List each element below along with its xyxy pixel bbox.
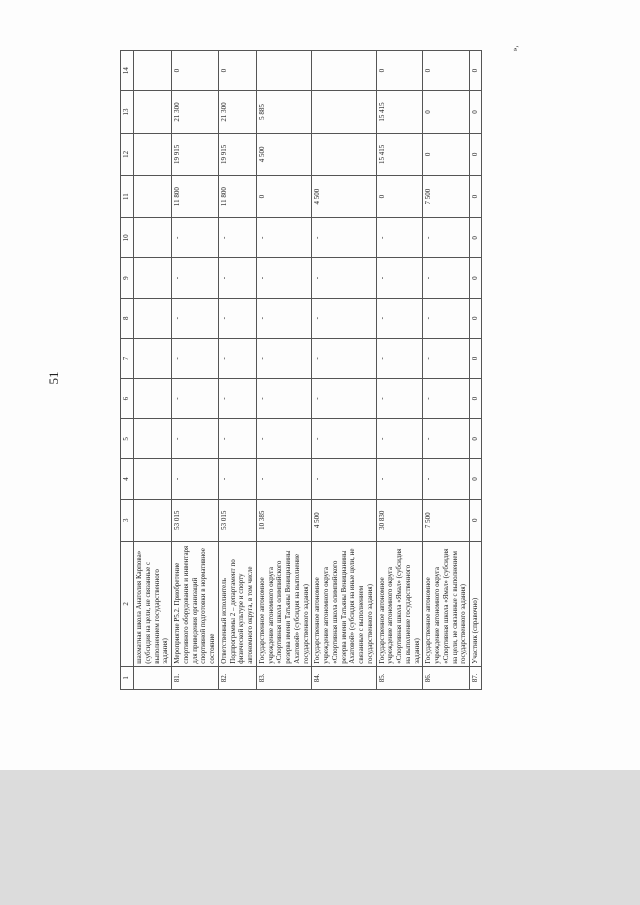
column-header: 10 (121, 218, 134, 258)
value-cell (134, 258, 172, 298)
value-cell (134, 218, 172, 258)
value-cell: - (312, 338, 376, 378)
value-cell: - (376, 419, 423, 459)
value-cell: - (256, 258, 312, 298)
value-cell: 21 300 (218, 91, 256, 133)
value-cell: - (423, 258, 470, 298)
value-cell: - (218, 379, 256, 419)
value-cell: - (218, 419, 256, 459)
table-row (376, 51, 423, 690)
value-cell: 21 300 (172, 91, 219, 133)
value-cell: - (312, 419, 376, 459)
value-cell: 0 (470, 218, 482, 258)
value-cell: 19 915 (172, 133, 219, 175)
value-cell: - (172, 218, 219, 258)
row-description-cell: шахматная школа Анатолия Карпова» (субсидия на цели, не связанные с выполнением государственного задания) (134, 541, 172, 666)
value-cell: 15 415 (376, 133, 423, 175)
value-cell: - (312, 258, 376, 298)
value-cell: 0 (470, 379, 482, 419)
value-cell: - (256, 298, 312, 338)
table-row (134, 51, 172, 690)
value-cell: 0 (470, 459, 482, 499)
value-cell (134, 379, 172, 419)
value-cell: 0 (470, 499, 482, 541)
value-cell: - (376, 459, 423, 499)
column-header: 8 (121, 298, 134, 338)
value-cell: - (376, 338, 423, 378)
column-header: 5 (121, 419, 134, 459)
table-row (218, 51, 256, 690)
value-cell: 0 (256, 175, 312, 217)
value-cell: - (376, 218, 423, 258)
value-cell: 0 (470, 298, 482, 338)
value-cell: - (256, 379, 312, 419)
column-header: 12 (121, 133, 134, 175)
row-number-cell: 85. (376, 666, 423, 689)
table-row (312, 51, 376, 690)
column-header: 3 (121, 499, 134, 541)
row-description-cell: Государственное автономное учреждение автономного округа «Спортивная школа «Ямал» (субсидия на выполнение государственного задания) (376, 541, 423, 666)
header-row (121, 51, 134, 690)
value-cell: - (218, 298, 256, 338)
value-cell: - (172, 338, 219, 378)
table-row (423, 51, 470, 690)
row-description-cell: Ответственный исполнитель Подпрограммы 2 – департамент по физической культуре и спорту автономного округа, в том числе (218, 541, 256, 666)
value-cell: - (376, 298, 423, 338)
row-number-cell: 82. (218, 666, 256, 689)
value-cell: 0 (376, 51, 423, 91)
value-cell (134, 175, 172, 217)
value-cell: - (218, 338, 256, 378)
value-cell: - (423, 338, 470, 378)
value-cell: 10 385 (256, 499, 312, 541)
value-cell: 11 800 (218, 175, 256, 217)
column-header: 2 (121, 541, 134, 666)
value-cell: 15 415 (376, 91, 423, 133)
value-cell (312, 91, 376, 133)
value-cell: - (423, 298, 470, 338)
value-cell: 0 (470, 338, 482, 378)
budget-table (120, 50, 482, 690)
value-cell: - (172, 419, 219, 459)
value-cell: 7 500 (423, 175, 470, 217)
value-cell (134, 499, 172, 541)
table-row (172, 51, 219, 690)
value-cell: - (423, 218, 470, 258)
value-cell (134, 51, 172, 91)
rotated-table-container (120, 50, 520, 690)
value-cell: 4 500 (312, 499, 376, 541)
value-cell: - (423, 379, 470, 419)
value-cell: 0 (470, 419, 482, 459)
value-cell (312, 51, 376, 91)
value-cell: - (218, 218, 256, 258)
value-cell: - (376, 379, 423, 419)
value-cell: - (256, 218, 312, 258)
row-description-cell: Мероприятие P5.2. Приобретение спортивного оборудования и инвентаря для приведения организаций спортивной подготовки в нормативное состояние (172, 541, 219, 666)
row-description-cell: Государственное автономное учреждение автономного округа «Спортивная школа олимпийского резерва имени Татьяны Веницианины Ахатовой» (субсидия на выполнение государственного задания) (256, 541, 312, 666)
table-row (470, 51, 482, 690)
column-header: 11 (121, 175, 134, 217)
value-cell: 0 (172, 51, 219, 91)
value-cell: 0 (423, 51, 470, 91)
column-header: 14 (121, 51, 134, 91)
value-cell: - (218, 459, 256, 499)
column-header: 7 (121, 338, 134, 378)
value-cell: 4 500 (256, 133, 312, 175)
value-cell: 53 015 (218, 499, 256, 541)
column-header: 13 (121, 91, 134, 133)
value-cell: 4 500 (312, 175, 376, 217)
value-cell: 0 (423, 91, 470, 133)
value-cell: - (376, 258, 423, 298)
value-cell: 53 015 (172, 499, 219, 541)
value-cell: 0 (470, 175, 482, 217)
row-number-cell: 87. (470, 666, 482, 689)
column-header: 1 (121, 666, 134, 689)
row-number-cell: 81. (172, 666, 219, 689)
value-cell (256, 51, 312, 91)
value-cell: 0 (376, 175, 423, 217)
value-cell (312, 133, 376, 175)
value-cell: 0 (470, 51, 482, 91)
row-number-cell: 83. (256, 666, 312, 689)
column-header: 4 (121, 459, 134, 499)
value-cell: 0 (423, 133, 470, 175)
row-number-cell: 86. (423, 666, 470, 689)
value-cell: - (312, 218, 376, 258)
value-cell: - (312, 298, 376, 338)
value-cell (134, 338, 172, 378)
value-cell (134, 298, 172, 338)
value-cell: 0 (218, 51, 256, 91)
value-cell (134, 419, 172, 459)
value-cell: 30 830 (376, 499, 423, 541)
value-cell: 19 915 (218, 133, 256, 175)
value-cell (134, 459, 172, 499)
value-cell: - (172, 459, 219, 499)
value-cell: 7 500 (423, 499, 470, 541)
value-cell: 11 800 (172, 175, 219, 217)
value-cell: - (172, 298, 219, 338)
value-cell: 5 885 (256, 91, 312, 133)
corner-mark: », (510, 45, 520, 52)
value-cell: - (256, 338, 312, 378)
value-cell: - (423, 459, 470, 499)
row-description-cell: Участник (справочно) (470, 541, 482, 666)
table-row (256, 51, 312, 690)
value-cell: - (218, 258, 256, 298)
value-cell: - (256, 419, 312, 459)
column-header: 9 (121, 258, 134, 298)
value-cell: 0 (470, 133, 482, 175)
row-number-cell (134, 666, 172, 689)
row-number-cell: 84. (312, 666, 376, 689)
value-cell: - (312, 379, 376, 419)
value-cell: - (172, 379, 219, 419)
page-number: 51 (46, 371, 61, 385)
row-description-cell: Государственное автономное учреждение автономного округа «Спортивная школа «Ямал» (субсидия на цели, не связанные с выполнением государственного задания) (423, 541, 470, 666)
value-cell: - (312, 459, 376, 499)
value-cell: 0 (470, 258, 482, 298)
value-cell: - (423, 419, 470, 459)
value-cell (134, 91, 172, 133)
value-cell (134, 133, 172, 175)
value-cell: - (256, 459, 312, 499)
column-header: 6 (121, 379, 134, 419)
value-cell: - (172, 258, 219, 298)
value-cell: 0 (470, 91, 482, 133)
row-description-cell: Государственное автономное учреждение автономного округа «Спортивная школа олимпийского резерва имени Татьяны Веницианины Ахатовой» (субсидия на иные цели, не связанные с выполнением государственного задания) (312, 541, 376, 666)
